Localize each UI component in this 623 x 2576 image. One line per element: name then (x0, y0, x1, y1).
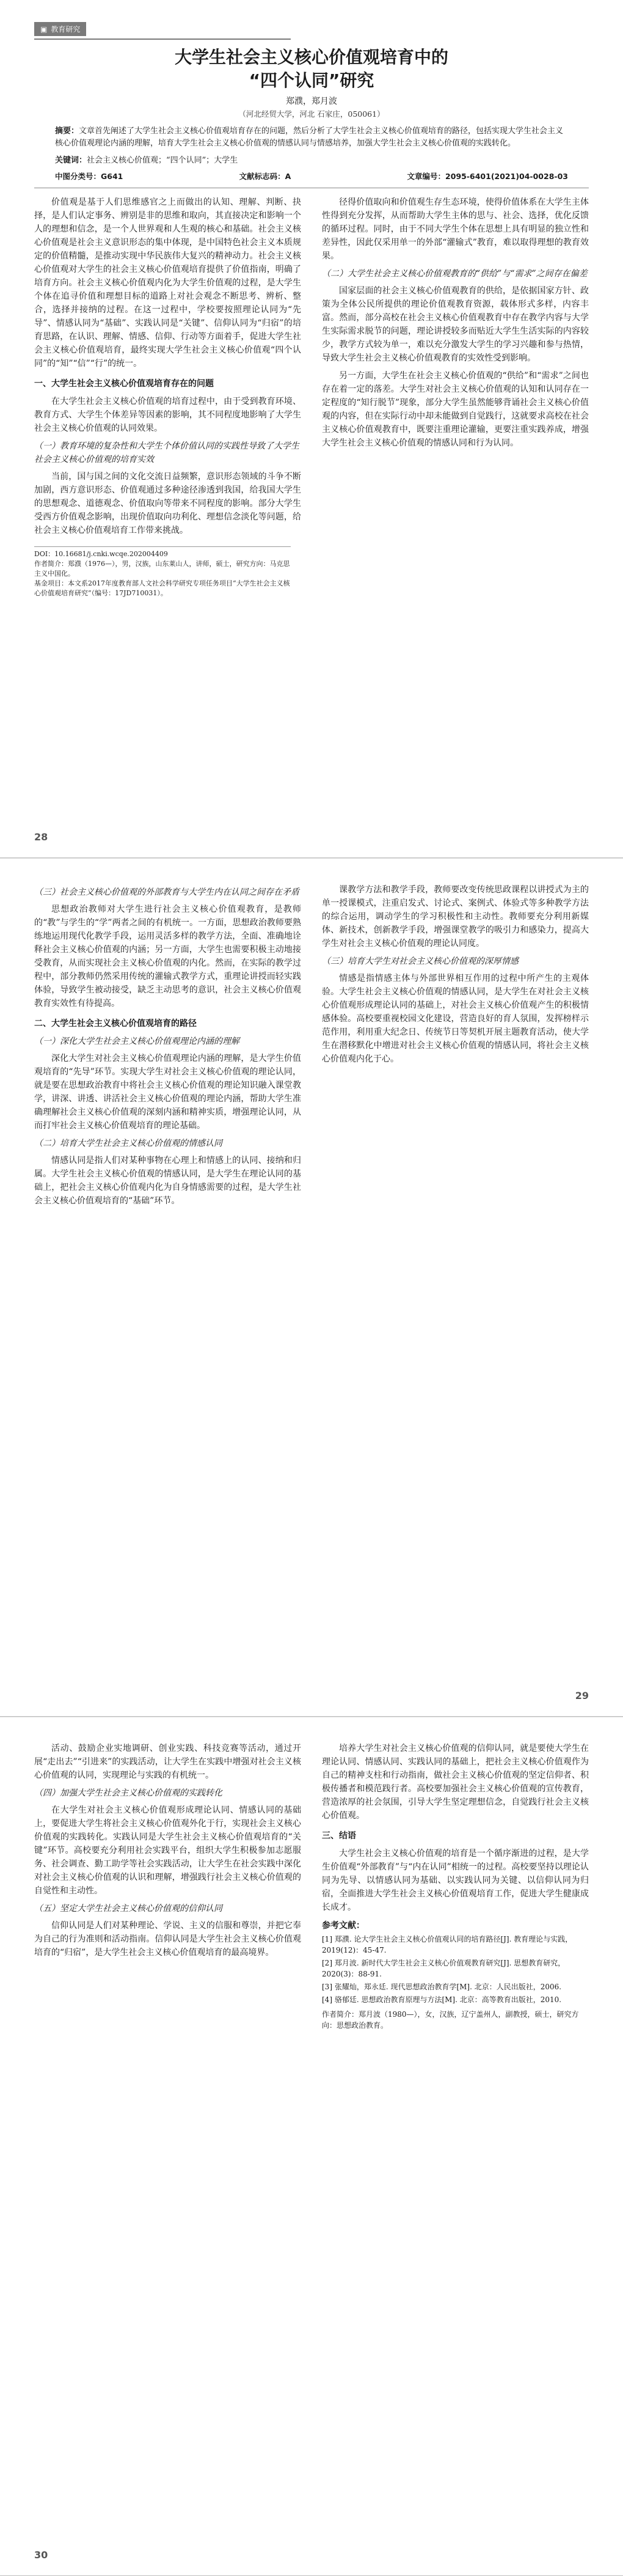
abstract (55, 125, 568, 150)
subsection-heading: （三）培育大学生对社会主义核心价值观的深厚情感 (322, 956, 519, 966)
paragraph: 情感认同是指人们对某种事物在心理上和情感上的认同、接纳和归属。大学生社会主义核心价值观的情感认同，是大学生在理论认同的基础上，把社会主义核心价值观内化为自身情感需要的过程，是大学生社会主义核心价值观培育的“基础”环节。 (34, 1156, 301, 1206)
keywords-text: 社会主义核心价值观；“四个认同”；大学生 (87, 156, 238, 165)
section-tag-label: 教育研究 (51, 25, 81, 34)
subsection-heading: （四）加强大学生社会主义核心价值观的实践转化 (34, 1788, 222, 1798)
body-columns (34, 196, 589, 541)
paragraph: 当前，国与国之间的文化交流日益频繁，意识形态领域的斗争不断加剧，西方意识形态、价值观通过多种途径渗透到我国，给我国大学生的思想观念、道德观念、价值取向等带来不同程度的影响。部分大学生受西方价值观念影响，出现价值取向功利化、理想信念淡化等问题，给社会主义核心价值观培育工作带来挑战。 (34, 472, 301, 535)
right-column (322, 1742, 589, 2031)
reference-item: [1] 郑濮. 论大学生社会主义核心价值观认同的培育路径[J]. 教育理论与实践，2019(12)：45-47. (322, 1935, 573, 1954)
abstract-text: 文章首先阐述了大学生社会主义核心价值观培育存在的问题，然后分析了大学生社会主义核心价值观培育的路径，包括实现大学生社会主义核心价值观理论内涵的理解，培育大学生社会主义核心价值观的情感认同与情感培养，加强大学生社会主义核心价值观的实践转化。 (55, 127, 564, 148)
paragraph: 大学生社会主义核心价值观的培育是一个循序渐进的过程，是大学生价值观“外部教育”与“内在认同”相统一的过程。高校要坚持以理论认同为先导、以情感认同为基础、以实践认同为关键、以信仰认同为归宿，全面推进大学生社会主义核心价值观培育工作，促进大学生健康成长成才。 (322, 1849, 589, 1912)
paragraph: 思想政治教师对大学生进行社会主义核心价值观教育，是教师的“教”与学生的“学”两者之间的有机统一。一方面，思想政治教师要熟练地运用现代化教学手段，运用灵活多样的教学方法，全面、准确地诠释社会主义核心价值观的内涵；另一方面，大学生也需要积极主动地接受教育，从而实现社会主义核心价值观的内化。然而，在实际的教学过程中，部分教师仍然采用传统的灌输式教学方式，重理论讲授而轻实践体验，导致学生被动接受，缺乏主动思考的意识，社会主义核心价值观教育实效性有待提高。 (34, 905, 301, 1008)
article-number: 文章编号：2095-6401(2021)04-0028-03 (407, 172, 568, 181)
subsection-heading: （三）社会主义核心价值观的外部教育与大学生内在认同之间存在矛盾 (34, 887, 299, 897)
left-column (34, 1742, 301, 2031)
right-column (322, 883, 589, 1212)
article-title-line-2: “四个认同”研究 (249, 70, 374, 90)
page-number: 30 (34, 2549, 48, 2561)
paragraph: 培养大学生对社会主义核心价值观的信仰认同，就是要使大学生在理论认同、情感认同、实践认同的基础上，把社会主义核心价值观作为自己的精神支柱和行动指南，做社会主义核心价值观的坚定信仰者、积极传播者和模范践行者。高校要加强社会主义核心价值观的宣传教育，营造浓厚的社会氛围，引导大学生坚定理想信念，自觉践行社会主义核心价值观。 (322, 1744, 589, 1821)
section-heading: 三、结语 (322, 1831, 356, 1841)
article-meta (55, 171, 568, 182)
header-rule (34, 39, 291, 40)
doi-line: DOI：10.16681/j.cnki.wcqe.202004409 (34, 550, 168, 558)
page-2 (0, 858, 623, 1717)
page-number: 29 (575, 1690, 589, 1701)
page-3 (0, 1717, 623, 2576)
article-title-line-1: 大学生社会主义核心价值观培育中的 (174, 47, 448, 67)
right-column (322, 196, 589, 541)
left-column (34, 196, 301, 541)
paragraph: 价值观是基于人们思维感官之上而做出的认知、理解、判断、抉择，是人们认定事务、辨别是非的思维和取向，其直接决定和影响一个人的理想和信念，是一个人世界观和人生观的核心和基础。社会主义核心价值观是社会主义意识形态的集中体现，是中国特色社会主义本质规定的价值精髓，是推动实现中华民族伟大复兴的精神动力。社会主义核心价值观对大学生的社会主义核心价值观培育提供了价值指南，明确了培育方向。社会主义核心价值观内化为大学生价值观的过程，是大学生个体在追寻价值和理想目标的道路上对社会观念不断思考、辨析、整合，选择并接纳的过程。在这一过程中，学校要按照理论认同为“先导”、情感认同为“基础”、实践认同是“关键”、信仰认同为“归宿”的培育思路，在认识、理解、情感、信仰、行动等方面着手，促进大学生社会主义核心价值观培育，最终实现大学生社会主义核心价值观“四个认同”的“知”“信”“行”的统一。 (34, 197, 301, 369)
body-columns (34, 883, 589, 1212)
subsection-heading: （二）培育大学生社会主义核心价值观的情感认同 (34, 1139, 222, 1148)
body-columns (34, 1742, 589, 2031)
reference-item: [3] 张耀灿，郑永廷. 现代思想政治教育学[M]. 北京：人民出版社，2006. (322, 1983, 562, 1991)
left-column (34, 883, 301, 1212)
references-heading: 参考文献： (322, 1921, 365, 1931)
subsection-heading: （一）教育环境的复杂性和大学生个体价值认同的实践性导致了大学生社会主义核心价值观的培育实效 (34, 441, 299, 464)
reference-item: [2] 郑月波. 新时代大学生社会主义核心价值观教育研究[J]. 思想教育研究，2020(3)：88-91. (322, 1959, 566, 1978)
author-bio: 作者简介：郑月波（1980—），女，汉族，辽宁盖州人，副教授，硕士，研究方向：思想政治教育。 (322, 2010, 579, 2030)
article-authors: 郑濮，郑月波 (286, 97, 337, 106)
paragraph: 在大学生社会主义核心价值观的培育过程中，由于受到教育环境、教育方式、大学生个体差异等因素的影响，其不同程度地影响了大学生社会主义核心价值观的认同效果。 (34, 397, 301, 433)
fund-note: 基金项目：本文系2017年度教育部人文社会科学研究专项任务项目“大学生社会主义核心价值观培育研究”（编号：17JD710031）。 (34, 579, 290, 597)
article-affiliation: （河北经贸大学，河北 石家庄，050061） (238, 109, 385, 119)
keywords-label: 关键词： (55, 156, 87, 165)
reference-item: [4] 骆郁廷. 思想政治教育原理与方法[M]. 北京：高等教育出版社，2010. (322, 1995, 562, 2004)
paragraph: 活动、鼓励企业实地调研、创业实践、科技竞赛等活动，通过开展“走出去”“引进来”的实践活动，让大学生在实践中增强对社会主义核心价值观的认同，实现理论与实践的有机统一。 (34, 1744, 301, 1780)
paragraph: 径得价值取向和价值观生存生态环境，使得价值体系在大学生主体性得到充分发挥，从而帮助大学生主体的思与、社会、选择，优化反馈的循环过程。同时，由于不同大学生个体在思想上具有明显的独立性和差异性，因此仅采用单一的外部“灌输式”教育，难以取得理想的教育效果。 (322, 197, 589, 261)
paragraph: 信仰认同是人们对某种理论、学说、主义的信服和尊崇，并把它奉为自己的行为准则和活动指南。信仰认同是大学生社会主义核心价值观培育的“归宿”，是大学生社会主义核心价值观培育的最高境界。 (34, 1921, 301, 1958)
document-code: 文献标志码：A (239, 172, 291, 181)
book-icon: ▣ (40, 24, 48, 34)
paragraph: 情感是指情感主体与外部世界相互作用的过程中所产生的主观体验。大学生社会主义核心价值观的情感认同，是大学生在对社会主义核心价值观形成理论认同的基础上，对社会主义核心价值观产生的积极情感体验。高校要重视校园文化建设，营造良好的育人氛围，发挥榜样示范作用，利用重大纪念日、传统节日等契机开展主题教育活动，使大学生在潜移默化中增进对社会主义核心价值观的情感认同，将社会主义核心价值观内化于心。 (322, 974, 589, 1064)
footnote (34, 546, 291, 598)
subsection-heading: （一）深化大学生社会主义核心价值观理论内涵的理解 (34, 1037, 239, 1046)
abstract-label: 摘要： (55, 127, 79, 136)
page-1 (0, 0, 623, 858)
paragraph: 另一方面，大学生在社会主义核心价值观的“供给”和“需求”之间也存在着一定的落差。大学生对社会主义核心价值观的认知和认同存在一定程度的“知行脱节”现象，部分大学生虽然能够背诵社会主义核心价值观的内容，但在实际行动中却未能做到自觉践行，这就要求高校在社会主义核心价值观教育中，既要注重理论灌输，更要注重实践养成，增强大学生社会主义核心价值观的情感认同和行为认同。 (322, 371, 589, 448)
subsection-heading: （五）坚定大学生社会主义核心价值观的信仰认同 (34, 1904, 222, 1914)
article-title (34, 46, 589, 92)
paragraph: 课教学方法和教学手段，教师要改变传统思政课程以讲授式为主的单一授课模式，注重启发式、讨论式、案例式、体验式等多种教学方法的综合运用，调动学生的学习积极性和主动性。教师要充分利用新媒体、新技术，创新教学手段，增强课堂教学的吸引力和感染力，提高大学生对社会主义核心价值观的理论认同度。 (322, 885, 589, 949)
paragraph: 在大学生对社会主义核心价值观形成理论认同、情感认同的基础上，要促进大学生将社会主义核心价值观外化于行，实现社会主义核心价值观的实践转化。实践认同是大学生社会主义核心价值观培育的“关键”环节。高校要充分利用社会实践平台，组织大学生积极参加志愿服务、社会调查、勤工助学等社会实践活动，让大学生在社会实践中深化对社会主义核心价值观的认识和理解，增强践行社会主义核心价值观的自觉性和主动性。 (34, 1805, 301, 1896)
clc-number: 中图分类号：G641 (55, 172, 123, 181)
author-note: 作者简介：郑濮（1976—），男，汉族，山东莱山人，讲师，硕士，研究方向：马克思主义中国化。 (34, 560, 290, 578)
paragraph: 深化大学生对社会主义核心价值观理论内涵的理解，是大学生价值观培育的“先导”环节。实现大学生对社会主义核心价值观的理论认同，就是要在思想政治教育中将社会主义核心价值观的理论知识融入课堂教学，讲深、讲透、讲活社会主义核心价值观的理论内涵，帮助大学生准确理解社会主义核心价值观的深刻内涵和精神实质，增强理论认同，从而打牢社会主义核心价值观培育的理论基础。 (34, 1054, 301, 1131)
section-heading: 一、大学生社会主义核心价值观培育存在的问题 (34, 379, 214, 389)
paragraph: 国家层面的社会主义核心价值观教育的供给，是依据国家方针、政策为全体公民所提供的理论价值观教育资源，载体形式多样，内容丰富。然而，部分高校在社会主义核心价值观教育中存在教学内容与大学生实际需求脱节的问题，理论讲授较多而贴近大学生生活实际的内容较少，教学方式较为单一，难以充分激发大学生的学习兴趣和参与热情，导致大学生社会主义核心价值观教育的实效性受到影响。 (322, 286, 589, 363)
subsection-heading: （二）大学生社会主义核心价值观教育的“供给”与“需求”之间存在偏差 (322, 269, 588, 279)
section-heading: 二、大学生社会主义核心价值观培育的路径 (34, 1019, 197, 1029)
section-tag (34, 22, 86, 36)
page-number: 28 (34, 831, 48, 843)
keywords (55, 155, 568, 167)
